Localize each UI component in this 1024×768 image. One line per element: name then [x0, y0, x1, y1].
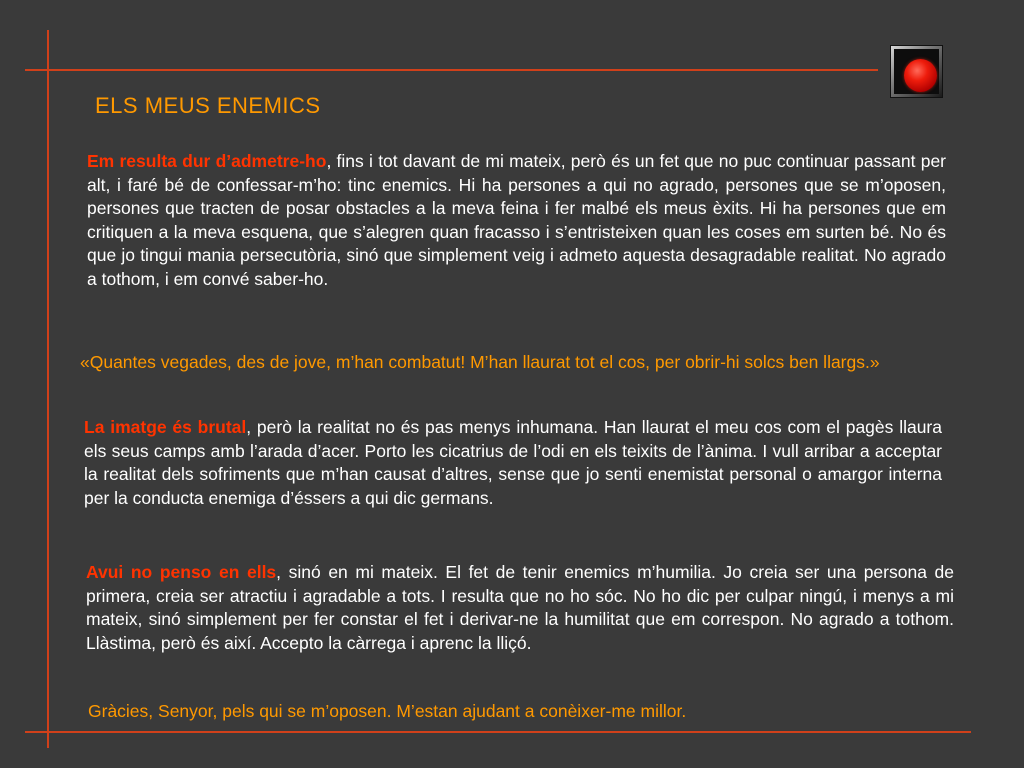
paragraph-3-text: , però la realitat no és pas menys inhumana. Han llaurat el meu cos com el pagès llaura els seus camps amb l’arada d’acer. Porto les cicatrius de l’odi en els teixits de l’ànima. I vull arribar a acceptar la realitat dels sofriments que m’han causat d’altres, sense que jo senti enemistat personal o amargor interna per la conducta enemiga d’éssers a qui dic germans.: [84, 417, 942, 508]
slide-title: ELS MEUS ENEMICS: [95, 93, 321, 118]
paragraph-1: [87, 150, 946, 292]
paragraph-3-lead: La imatge és brutal: [84, 417, 247, 437]
paragraph-1-text: , fins i tot davant de mi mateix, però és un fet que no puc continuar passant per alt, i faré bé de confessar-m’ho: tinc enemics. Hi ha persones a qui no agrado, persones que se m’oposen, persones que tracten de posar obstacles a la meva feina i fer malbé els meus èxits. Hi ha persones que em critiquen a la meva esquena, que s’alegren quan fracasso i s’entristeixen quan les coses em surten bé. No és que jo tingui mania persecutòria, sinó que simplement veig i admeto aquesta desagradable realitat. No agrado a tothom, i em convé saber-ho.: [87, 151, 947, 289]
red-light-icon: [904, 59, 937, 92]
bottom-rule: [25, 731, 971, 733]
left-rule: [47, 30, 49, 748]
closing-paragraph: Gràcies, Senyor, pels qui se m’oposen. M’estan ajudant a conèixer-me millor.: [88, 701, 687, 721]
paragraph-3: [84, 416, 942, 510]
paragraph-4: [86, 561, 954, 655]
paragraph-1-lead: Em resulta dur d’admetre-ho: [87, 151, 327, 171]
stop-button-frame: [894, 49, 939, 94]
top-rule: [25, 69, 878, 71]
paragraph-4-lead: Avui no penso en ells: [86, 562, 277, 582]
stop-button[interactable]: [890, 45, 943, 98]
paragraph-4-text: , sinó en mi mateix. El fet de tenir enemics m’humilia. Jo creia ser una persona de primera, creia ser atractiu i agradable a tots. I resulta que no ho sóc. No ho dic per culpar ningú, i menys a mi mateix, sinó simplement per fer constar el fet i derivar-ne la humilitat que em correspon. No agrado a tothom. Llàstima, però és així. Accepto la càrrega i aprenc la lliçó.: [86, 562, 955, 653]
quote-paragraph: «Quantes vegades, des de jove, m’han combatut! M’han llaurat tot el cos, per obrir-hi solcs ben llargs.»: [80, 352, 880, 372]
